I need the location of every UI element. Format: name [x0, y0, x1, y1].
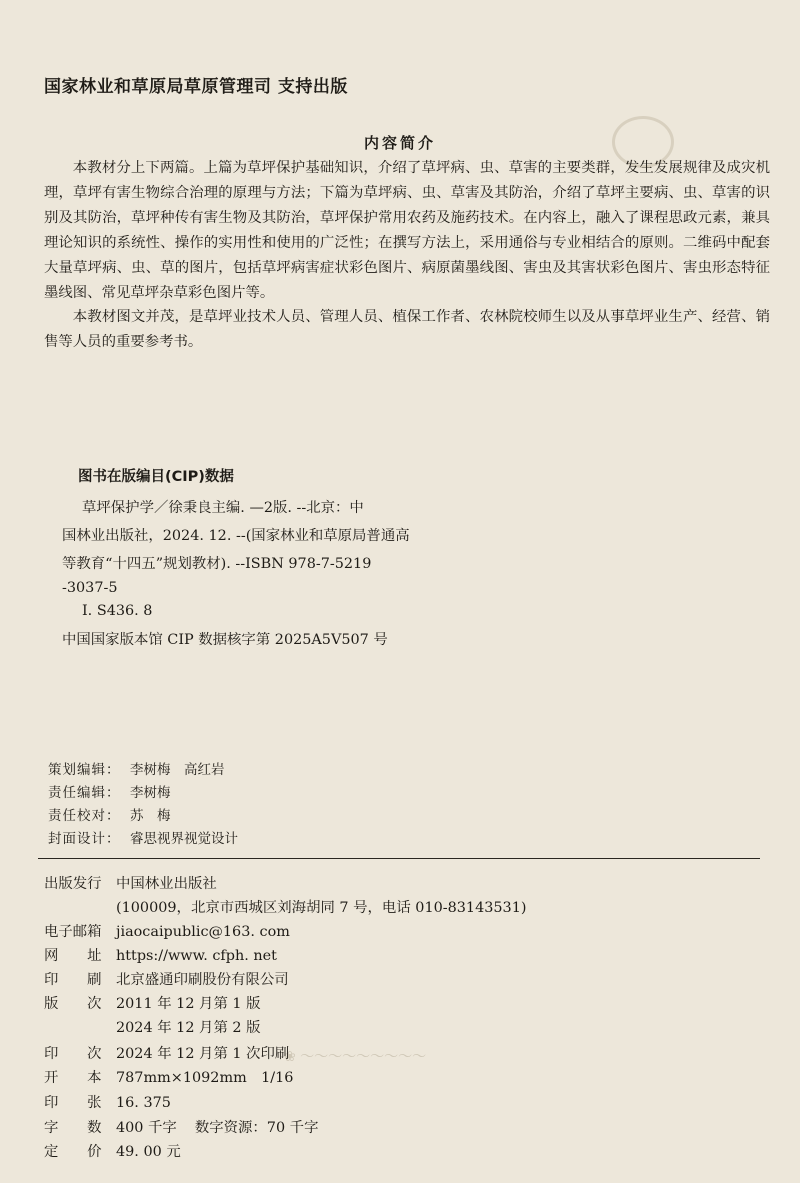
cip-line: 草坪保护学／徐秉良主编. —2版. --北京：中 — [82, 500, 364, 516]
pub-value: 2024 年 12 月第 1 次印刷 — [116, 1046, 290, 1062]
bleed-through-publisher-mark-icon: ❀ ～～～～～～～～～ — [284, 1049, 427, 1065]
pub-label: 定 价 — [44, 1144, 102, 1160]
pub-value: 2011 年 12 月第 1 版 — [116, 996, 261, 1012]
pub-row-publisher — [44, 872, 217, 893]
pub-row-printing — [44, 1042, 289, 1063]
staff-row-planning-editor — [48, 758, 225, 778]
pub-label: 印 次 — [44, 1046, 102, 1062]
intro-title: 内容简介 — [363, 134, 436, 152]
pub-row-words — [44, 1116, 318, 1137]
pub-value: 2024 年 12 月第 2 版 — [116, 1020, 261, 1036]
pub-digital-value: 70 千字 — [266, 1120, 319, 1136]
pub-digital-label: 数字资源： — [194, 1120, 267, 1136]
pub-label: 出版发行 — [44, 876, 102, 892]
staff-row-cover-design — [48, 827, 238, 847]
staff-value: 李树梅 — [130, 785, 171, 801]
staff-label: 封面设计： — [48, 831, 121, 847]
pub-row-website — [44, 944, 277, 965]
pub-value: 787mm×1092mm 1/16 — [116, 1070, 294, 1086]
pub-row-address — [116, 896, 526, 917]
staff-label: 策划编辑： — [48, 762, 121, 778]
staff-row-proofreader — [48, 804, 171, 824]
pub-label: 印 刷 — [44, 972, 102, 988]
support-line: 国家林业和草原局草原管理司 支持出版 — [44, 77, 348, 97]
pub-row-email — [44, 920, 290, 941]
pub-value: 中国林业出版社 — [116, 876, 217, 892]
pub-row-format — [44, 1066, 293, 1087]
staff-label: 责任编辑： — [48, 785, 121, 801]
pub-label: 开 本 — [44, 1070, 102, 1086]
cip-classification: Ⅰ. S436. 8 — [82, 603, 153, 619]
pub-row-sheets — [44, 1091, 171, 1112]
pub-value: 16. 375 — [116, 1095, 171, 1111]
pub-row-edition — [44, 992, 261, 1013]
cip-line: 等教育“十四五”规划教材). --ISBN 978-7-5219 — [62, 556, 372, 572]
pub-row-price — [44, 1140, 181, 1161]
cip-title: 图书在版编目(CIP)数据 — [78, 469, 234, 485]
pub-label: 网 址 — [44, 948, 102, 964]
pub-value: 49. 00 元 — [116, 1144, 181, 1160]
staff-value: 睿思视界视觉设计 — [130, 831, 238, 847]
cip-line: -3037-5 — [62, 580, 118, 596]
staff-row-responsible-editor — [48, 781, 171, 801]
pub-value: 400 千字 — [116, 1120, 177, 1136]
pub-label: 电子邮箱 — [44, 924, 102, 940]
staff-value: 苏 梅 — [130, 808, 171, 824]
cip-record-number: 中国国家版本馆 CIP 数据核字第 2025A5V507 号 — [62, 632, 388, 648]
pub-value: 北京盛通印刷股份有限公司 — [116, 972, 289, 988]
pub-value: jiaocaipublic@163. com — [116, 924, 290, 940]
pub-row-printer — [44, 968, 289, 989]
intro-paragraph: 本教材图文并茂，是草坪业技术人员、管理人员、植保工作者、农林院校师生以及从事草坪业生产、经营、销售等人员的重要参考书。 — [44, 309, 770, 350]
pub-label: 版 次 — [44, 996, 102, 1012]
cip-line: 国林业出版社，2024. 12. --(国家林业和草原局普通高 — [62, 528, 410, 544]
intro-paragraph: 本教材分上下两篇。上篇为草坪保护基础知识，介绍了草坪病、虫、草害的主要类群，发生发展规律及成灾机理，草坪有害生物综合治理的原理与方法；下篇为草坪病、虫、草害及其防治，介绍了草坪主要病、虫、草害的识别及其防治，草坪种传有害生物及其防治，草坪保护常用农药及施药技术。在内容上，融入了课程思政元素，兼具理论知识的系统性、操作的实用性和使用的广泛性；在撰写方法上，采用通俗与专业相结合的原则。二维码中配套大量草坪病、虫、草的图片，包括草坪病害症状彩色图片、病原菌墨线图、害虫及其害状彩色图片、害虫形态特征墨线图、常见草坪杂草彩色图片等。 — [44, 160, 770, 301]
pub-row-edition-2 — [116, 1016, 261, 1037]
pub-value: (100009，北京市西城区刘海胡同 7 号，电话 010-83143531) — [116, 900, 527, 916]
pub-label: 印 张 — [44, 1095, 102, 1111]
staff-value: 李树梅 高红岩 — [130, 762, 225, 778]
divider-rule — [38, 858, 760, 859]
pub-label: 字 数 — [44, 1120, 102, 1136]
pub-value: https://www. cfph. net — [116, 948, 277, 964]
staff-label: 责任校对： — [48, 808, 121, 824]
